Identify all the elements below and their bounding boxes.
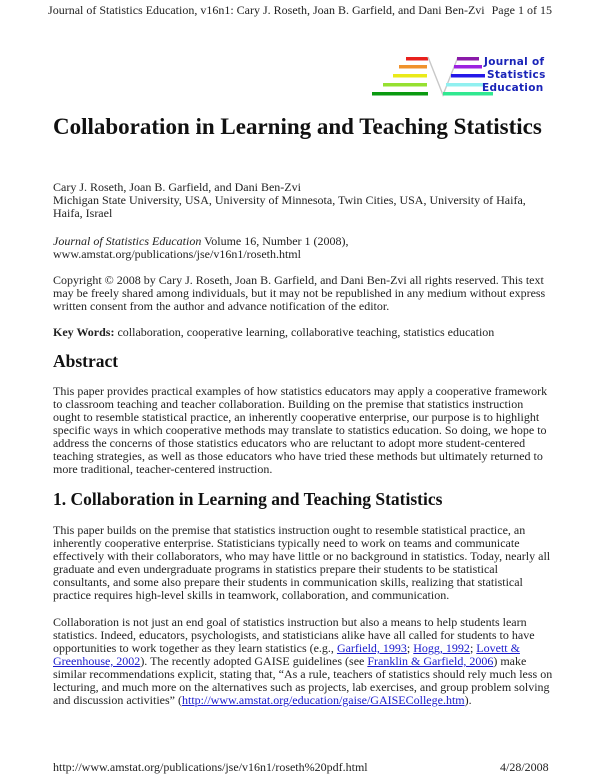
affiliations: Michigan State University, USA, University of Minnesota, Twin Cities, USA, University of Haifa, Haifa, Israel <box>53 193 526 220</box>
page-indicator: Page 1 of 15 <box>491 3 552 17</box>
keywords-list: collaboration, cooperative learning, collaborative teaching, statistics education <box>114 325 495 339</box>
keywords <box>53 326 553 339</box>
logo-line-3: Education <box>482 82 544 94</box>
section-1-paragraph-1: This paper builds on the premise that statistics instruction ought to resemble statistical practice, an inherently cooperative enterprise. Statisticians typically need to work on teams and communicate effectively with their collaborators, who may have little or no background in statistics. Today, nearly all graduate and even undergraduate programs in statistics prepare their students to be statistical consultants, and some also prepare their students in communication skills, realizing that statistical practice requires high-level skills in teamwork, collaboration, and communication. <box>53 523 551 602</box>
citation <box>53 235 553 261</box>
authors: Cary J. Roseth, Joan B. Garfield, and Dani Ben-Zvi <box>53 180 301 194</box>
article-title: Collaboration in Learning and Teaching Statistics <box>53 114 542 139</box>
journal-url: www.amstat.org/publications/jse/v16n1/roseth.html <box>53 247 301 261</box>
journal-name: Journal of Statistics Education <box>53 234 202 248</box>
footer-date: 4/28/2008 <box>500 760 549 774</box>
text-run: ) make similar recommendations explicit, stating that, “As a rule, teachers of statistics should rely much less on lecturing, and much more on the alternatives such as projects, lab exercises, and group problem solving and discussion activities” ( <box>53 654 553 707</box>
abstract-heading: Abstract <box>53 351 119 371</box>
gaise-url-link[interactable]: http://www.amstat.org/education/gaise/GAISECollege.htm <box>181 693 465 707</box>
logo-line-2: Statistics <box>487 69 546 81</box>
text-run: ; <box>469 641 477 655</box>
section-1-paragraph-2 <box>53 616 553 707</box>
journal-volume: Volume 16, Number 1 (2008), <box>201 234 349 248</box>
abstract-text: This paper provides practical examples of how statistics educators may apply a cooperative framework to classroom teaching and teacher collaboration. Building on the premise that statistics instruction ought to resemble statistical practice, an inherently cooperative enterprise, our purpose is to highlight specific ways in which cooperative methods may translate to statistics education. So doing, we hope to address the concerns of those statistics educators who are reluctant to adopt more student-centered teaching strategies, as well as those educators who have tried these methods but ultimately returned to more traditional, teacher-centered instruction. <box>53 384 548 476</box>
running-title: Journal of Statistics Education, v16n1: Cary J. Roseth, Joan B. Garfield, and Dani Ben-Zvi <box>48 3 485 17</box>
text-run: Collaboration is not just an end goal of statistics instruction but also a means to help students learn statistics. Indeed, educators, psychologists, and statisticians alike have all called for students to have opportunities to work together as they learn statistics (e.g., <box>53 615 535 655</box>
running-header <box>0 3 600 17</box>
author-block <box>53 181 553 220</box>
text-run: ; <box>406 641 414 655</box>
section-1-heading: 1. Collaboration in Learning and Teaching Statistics <box>53 489 443 509</box>
citation-link-garfield-1993[interactable]: Garfield, 1993 <box>336 641 407 655</box>
citation-link-franklin-garfield-2006[interactable]: Franklin & Garfield, 2006 <box>367 654 494 668</box>
text-run: ). <box>464 693 472 707</box>
text-run: ). The recently adopted GAISE guidelines (see <box>140 654 368 668</box>
journal-logo-text <box>482 56 546 95</box>
keywords-label: Key Words: <box>53 325 115 339</box>
citation-link-lovett-greenhouse-2002[interactable]: Lovett & Greenhouse, 2002 <box>53 641 520 668</box>
citation-link-hogg-1992[interactable]: Hogg, 1992 <box>413 641 470 655</box>
footer-url: http://www.amstat.org/publications/jse/v16n1/roseth%20pdf.html <box>53 760 368 774</box>
copyright-notice: Copyright © 2008 by Cary J. Roseth, Joan B. Garfield, and Dani Ben-Zvi all rights reserved. This text may be freely shared among individuals, but it may not be republished in any medium without express written consent from the author and advance notification of the editor. <box>53 273 546 313</box>
logo-line-1: Journal of <box>484 56 545 68</box>
